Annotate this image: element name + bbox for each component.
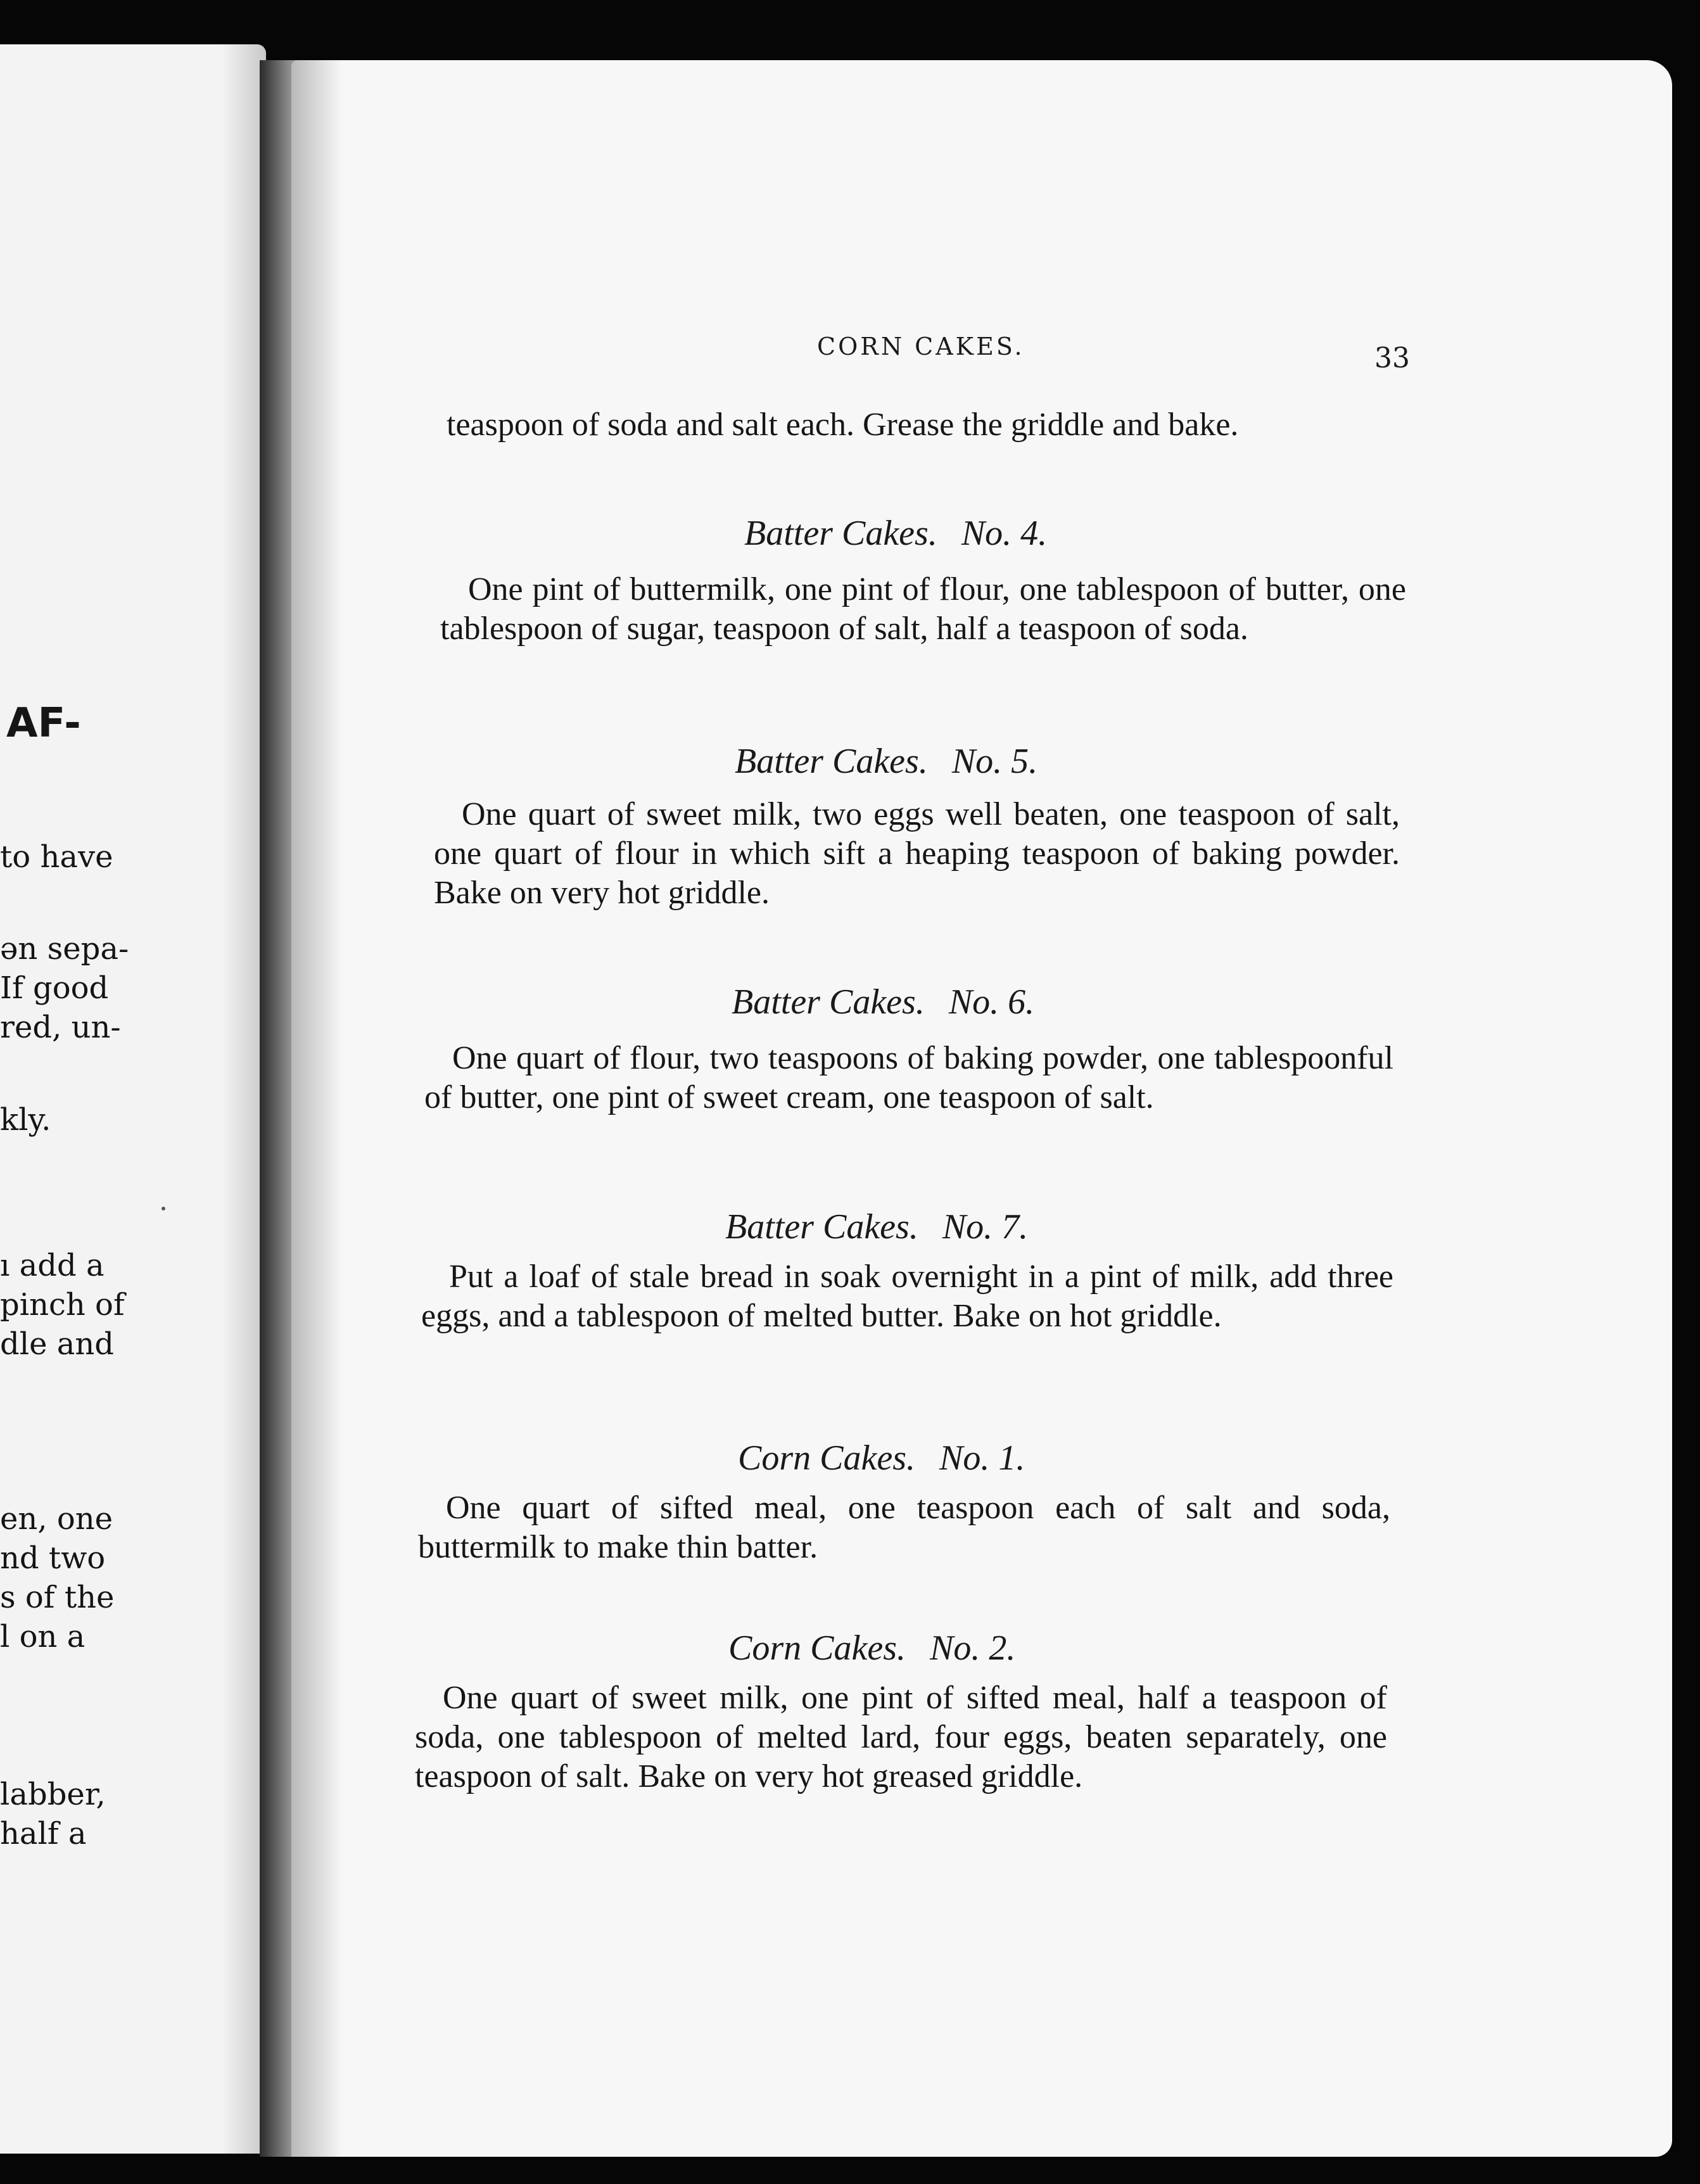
recipe-text: Put a loaf of stale bread in soak overnight in a pint of milk, add three eggs, and a tablespoon of melted butter. Bake on hot griddle. <box>421 1259 1393 1334</box>
recipe-name: Corn Cakes. <box>728 1628 906 1668</box>
page-number: 33 <box>1374 342 1410 374</box>
recipe-text: One quart of sweet milk, one pint of sifted meal, half a teaspoon of soda, one tablespoon of melted lard, four eggs, beaten separately, one teaspoon of salt. Bake on very hot greased griddle. <box>415 1680 1387 1794</box>
continuation-paragraph: teaspoon of soda and salt each. Grease the griddle and bake. <box>447 407 1239 443</box>
recipe-number: No. 4. <box>961 514 1048 553</box>
left-page-line: If good <box>0 970 109 1006</box>
page-curve-shade <box>291 60 342 2157</box>
left-page-line: half a <box>0 1816 87 1851</box>
left-page-line: ı add a <box>0 1248 105 1283</box>
recipe-name: Corn Cakes. <box>738 1438 915 1478</box>
left-page-line: ən sepa- <box>0 931 129 967</box>
recipe-text: One quart of sweet milk, two eggs well beaten, one teaspoon of salt, one quart of flour in which sift a heaping teaspoon of baking powder. Bake on very hot griddle. <box>434 796 1400 911</box>
recipe-number: No. 1. <box>939 1438 1025 1478</box>
recipe-text: One quart of flour, two teaspoons of baking powder, one tablespoonful of butter, one pint of sweet cream, one teaspoon of salt. <box>424 1040 1393 1115</box>
left-page-line: s of the <box>0 1580 115 1615</box>
recipe-title <box>725 1207 1028 1247</box>
recipe-text: One pint of buttermilk, one pint of flour, one tablespoon of butter, one tablespoon of sugar, teaspoon of salt, half a teaspoon of soda. <box>440 571 1406 647</box>
recipe-number: No. 2. <box>930 1628 1016 1668</box>
left-page-line: dle and <box>0 1326 114 1362</box>
left-page-line: to have <box>0 839 113 875</box>
left-page-line: pinch of <box>0 1287 125 1323</box>
recipe-name: Batter Cakes. <box>725 1207 918 1247</box>
left-page-line: red, un- <box>0 1010 121 1045</box>
left-page-heading: AF- <box>6 700 81 747</box>
recipe-title <box>744 513 1047 554</box>
recipe-text: One quart of sifted meal, one teaspoon each of salt and soda, buttermilk to make thin batter. <box>418 1490 1390 1565</box>
recipe-number: No. 5. <box>951 742 1038 781</box>
left-page-line: en, one <box>0 1501 113 1537</box>
recipe-number: No. 6. <box>948 982 1035 1022</box>
recipe-title <box>738 1438 1025 1478</box>
left-page-line: labber, <box>0 1777 106 1812</box>
recipe-number: No. 7. <box>942 1207 1029 1247</box>
left-page-line: kly. <box>0 1102 51 1138</box>
recipe-title <box>732 982 1034 1022</box>
recipe-name: Batter Cakes. <box>744 514 937 553</box>
dust-speck <box>162 1207 165 1210</box>
recipe-name: Batter Cakes. <box>732 982 925 1022</box>
recipe-title <box>735 741 1037 782</box>
recipe-name: Batter Cakes. <box>735 742 928 781</box>
left-page-line: l on a <box>0 1619 86 1654</box>
left-facing-page <box>0 44 266 2154</box>
recipe-title <box>728 1628 1015 1668</box>
running-head: CORN CAKES. <box>817 333 1025 360</box>
left-page-line: nd two <box>0 1540 106 1576</box>
